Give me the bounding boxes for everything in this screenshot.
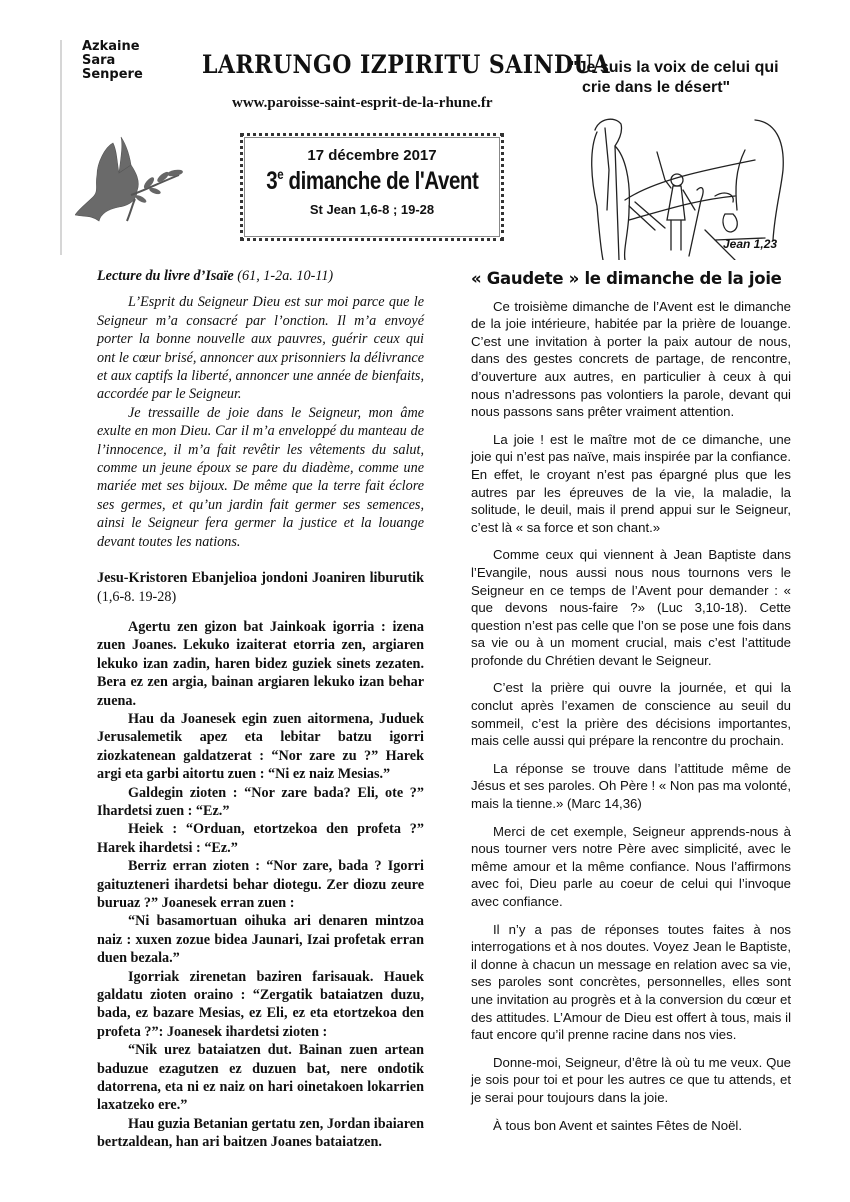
- parish-villages: [82, 40, 143, 82]
- gospel-paragraph: Galdegin zioten : “Nor zare bada? Eli, ote ?” Ihardetsi zuen : “Ez.”: [97, 784, 424, 819]
- dove-with-olive-branch-icon: [75, 133, 190, 228]
- meditation-paragraph: C’est la prière qui ouvre la journée, et qui la conclut après l’examen de conscience au seuil du sommeil, c’est la prière des décisions importantes, mais celle aussi qui prépare la rencontre du prochain.: [471, 680, 791, 749]
- gospel-paragraph: “Nik urez bataiatzen dut. Bainan zuen artean baduzue ezagutzen ez duzuen bat, nere ondotik datorrena, eta ni ez naiz on hari oinetakoen lokarrien laxatzeko ere.”: [97, 1042, 424, 1114]
- quote-line: crie dans le désert": [582, 79, 731, 96]
- sunday-ordinal: e: [277, 166, 284, 182]
- reading-title: Lecture du livre d’Isaïe: [97, 268, 234, 284]
- meditation-paragraph: La joie ! est le maître mot de ce dimanche, une joie qui n’est pas naïve, mais inspirée par la confiance. En effet, le croyant n’est pas épargné plus que les autres par les épreuves de la vie, la maladie, la solitude, le deuil, mais il prend appui sur le Seigneur, c’est là « sa force et son chant.»: [471, 431, 791, 535]
- gospel-title: Jesu-Kristoren Ebanjelioa jondoni Joaniren liburutik: [97, 570, 424, 587]
- gospel-paragraph: Agertu zen gizon bat Jainkoak igorria : izena zuen Joanes. Lekuko izaiterat etorria zen, argiaren lekuko izan zadin, haren bidez guziek sinets zezaten. Bera ez zen argia, bainan argiaren lekuko izan behar zuena.: [97, 618, 424, 709]
- meditation-paragraph: Il n’y a pas de réponses toutes faites à nos interrogations et à nos doutes. Voyez Jean le Baptiste, il donne à chacun un message en relation avec sa vie, ses paroles sont concrètes, personnelles, elles sont une invitation au progrès et à la conversion du cœur et des attitudes. L’Amour de Dieu est offert à tous, mais il faut encore qu’il prenne racine dans nos vies.: [471, 921, 791, 1043]
- first-reading-heading: [97, 267, 424, 285]
- bulletin-date: 17 décembre 2017: [307, 147, 437, 164]
- meditation-paragraph: Donne-moi, Seigneur, d’être là où tu me veux. Que je sois pour toi et pour les autres ce que tu attends, et je serai pour toujours dans la joie.: [471, 1054, 791, 1105]
- village-name: Azkaine: [82, 39, 140, 54]
- readings-column: [97, 267, 424, 1152]
- meditation-column: [471, 270, 791, 1144]
- meditation-closing: À tous bon Avent et saintes Fêtes de Noël.: [493, 1117, 743, 1133]
- gospel-heading-reference: (1,6-8. 19-28): [97, 588, 177, 605]
- reading-paragraph: Je tressaille de joie dans le Seigneur, mon âme exulte en mon Dieu. Car il m’a enveloppé du manteau de l’innocence, il m’a fait revêtir les vêtements du salut, comme un jeune époux se pare du diadème, comme une mariée met ses bijoux. De même que la terre fait éclore ses germes, et qu’un jardin fait germer ses semences, ainsi le Seigneur fera germer la justice et la louange devant toutes les nations.: [97, 404, 424, 550]
- sunday-label: dimanche de l'Avent: [283, 167, 479, 195]
- meditation-paragraph: Merci de cet exemple, Seigneur apprends-nous à nous tourner vers notre Père avec simplicité, avec le même amour et la même confiance. Nous l’affirmons avec foi, Dieu parle au coeur de celui qui l’invoque avec confiance.: [471, 823, 791, 909]
- meditation-paragraph: Ce troisième dimanche de l’Avent est le dimanche de la joie intérieure, habitée par la prière de louange. C’est une invitation à porter la paix autour de nous, dans des gestes concrets de partage, de rencontre, d’ouverture aux autres, en particulier à ceux à qui nous n’adressons pas volontiers la parole, devant qui nous passons sans prêter vraiment attention.: [471, 298, 791, 420]
- header-quote: [570, 58, 779, 98]
- parish-website: www.paroisse-saint-esprit-de-la-rhune.fr: [232, 95, 493, 111]
- liturgical-sunday: [266, 166, 478, 196]
- gospel-paragraph: Heiek : “Orduan, etortzekoa den profeta ?” Harek ihardetsi : “Ez.”: [97, 821, 424, 856]
- meditation-paragraph: La réponse se trouve dans l’attitude même de Jésus et ses paroles. Oh Père ! « Non pas ma volonté, mais la tienne.» (Marc 14,36): [471, 760, 791, 812]
- sunday-number: 3: [266, 167, 278, 195]
- gospel-paragraph: Berriz erran zioten : “Nor zare, bada ? Igorri gaituzteneri ihardetsi behar diotegu. Zer diozu zeure buruaz ?” Joanesek erran zuen :: [97, 858, 424, 911]
- gospel-heading: [97, 569, 424, 606]
- gospel-reference: St Jean 1,6-8 ; 19-28: [309, 202, 435, 217]
- illustration-caption: Jean 1,23: [723, 237, 778, 251]
- gospel-paragraph: Hau guzia Betanian gertatu zen, Jordan ibaiaren bertzaldean, han ari baitzen Joanes bataiatzen.: [97, 1115, 424, 1151]
- gospel-paragraph: Hau da Joanesek egin zuen aitormena, Juduek Jerusalemetik apez eta lebitar batzu igorri ziozkatenean galdatzerat : “Nor zare zu ?” Harek argi eta garbi aitortu zuen : “Ni ez naiz Mesias.”: [97, 710, 424, 783]
- quote-line: "Je suis la voix de celui qui: [570, 59, 779, 76]
- gospel-paragraph: Igorriak zirenetan baziren farisauak. Hauek galdatu zioten oraino : “Zergatik bataiatzen duzu, bada, ez bazare Mesias, ez Eli, ez eta etortzekoa den profeta ?”: Joanesek ihardetsi zioten :: [97, 968, 424, 1040]
- reading-paragraph: L’Esprit du Seigneur Dieu est sur moi parce que le Seigneur m’a consacré par l’onction. Il m’a envoyé porter la bonne nouvelle aux pauvres, guérir ceux qui ont le cœur brisé, annoncer aux prisonniers la délivrance et aux captifs la liberté, annoncer une année de bienfaits, accordée par le Seigneur.: [97, 294, 424, 403]
- gospel-paragraph: “Ni basamortuan oihuka ari denaren mintzoa naiz : xuxen zozue bidea Jaunari, Izai profetak erran duen bezala.”: [97, 913, 424, 967]
- parish-title: LARRUNGO IZPIRITU SAINDUA: [202, 50, 611, 79]
- meditation-paragraph: Comme ceux qui viennent à Jean Baptiste dans l’Evangile, nous aussi nous nous tournons vers le Seigneur en ce temps de l’Avent pour demander : « que devons nous-faire ?» (Luc 3,10-18). Cette question n’est pas celle que l’on se pose une fois dans sa vie ou à un moment crucial, mais c’est l’attitude profonde du Chrétien devant le Seigneur.: [471, 547, 791, 668]
- meditation-heading: « Gaudete » le dimanche de la joie: [471, 269, 782, 288]
- reading-reference: (61, 1-2a. 10-11): [233, 268, 334, 284]
- date-box: [240, 133, 504, 241]
- village-name: Sara: [82, 53, 116, 68]
- village-name: Senpere: [82, 67, 143, 82]
- left-margin-rule: [60, 40, 62, 255]
